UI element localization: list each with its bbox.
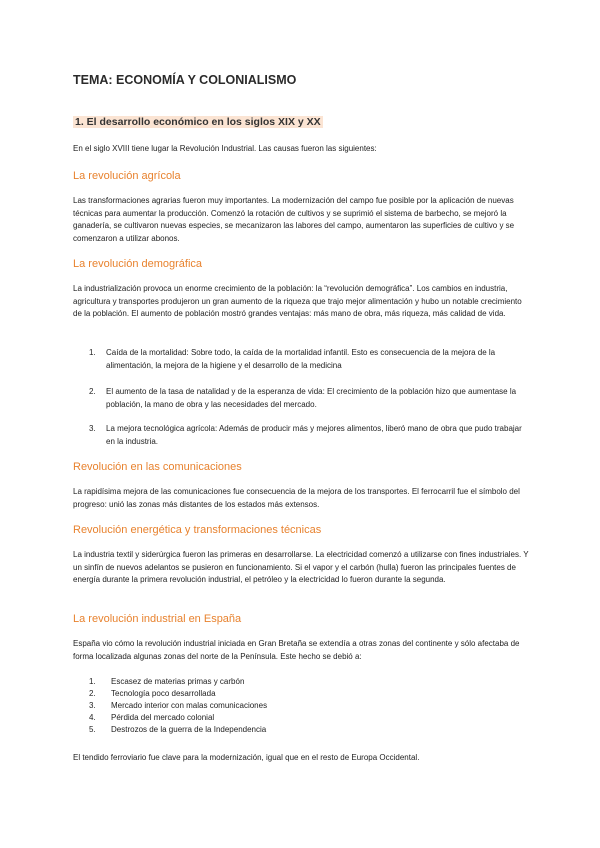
page-title: TEMA: ECONOMÍA Y COLONIALISMO [73, 73, 297, 87]
heading-revolucion-demografica: La revolución demográfica [73, 258, 203, 270]
paragraph-espana: España vio cómo la revolución industrial iniciada en Gran Bretaña se extendía a otras zonas del continente y sólo afectaba de forma localizada algunas zonas del norte de la Península. Este hecho se debió a: [73, 639, 520, 661]
list-item [89, 712, 529, 724]
list-number: 4. [89, 713, 96, 722]
paragraph-closing: El tendido ferroviario fue clave para la modernización, igual que en el resto de Europa Occidental. [73, 753, 420, 762]
list-item [89, 700, 529, 712]
list-text: El aumento de la tasa de natalidad y de la esperanza de vida: El crecimiento de la población hizo que aumentase la población, la mano de obra y las necesidades del mercado. [106, 387, 517, 409]
list-item [89, 724, 529, 736]
section-heading-desarrollo: 1. El desarrollo económico en los siglos XIX y XX [75, 116, 321, 128]
paragraph-agricola: Las transformaciones agrarias fueron muy importantes. La modernización del campo fue posible por la aplicación de nuevas técnicas para aumentar la producción. Comenzó la rotación de cultivos y se suprimió el sistema de barbecho, se mejoró la ganadería, se cultivaron nuevas especies, se mecanizaron las labores del campo, aumentaron las superficies de cultivo y se comenzaron a utilizar abonos. [73, 196, 515, 243]
list-item [89, 423, 529, 448]
heading-revolucion-agricola: La revolución agrícola [73, 170, 181, 182]
list-number: 1. [89, 348, 96, 357]
list-text: Destrozos de la guerra de la Independencia [111, 725, 267, 734]
list-number: 1. [89, 677, 96, 686]
list-text: Escasez de materias primas y carbón [111, 677, 245, 686]
heading-revolucion-comunicaciones: Revolución en las comunicaciones [73, 461, 242, 473]
list-item [89, 688, 529, 700]
list-number: 2. [89, 387, 96, 396]
list-number: 2. [89, 689, 96, 698]
list-number: 3. [89, 424, 96, 433]
list-text: Pérdida del mercado colonial [111, 713, 215, 722]
heading-revolucion-energetica: Revolución energética y transformaciones técnicas [73, 524, 322, 536]
paragraph-energetica: La industria textil y siderúrgica fueron las primeras en desarrollarse. La electricidad comenzó a utilizarse con fines industriales. Y un sinfín de nuevos adelantos se pusieron en funcionamiento. Si el vapor y el carbón (hulla) fueron las principales fuentes de energía durante la primera revolución industrial, el petróleo y la electricidad lo fueron durante la segunda. [73, 550, 529, 585]
list-item [89, 347, 529, 372]
list-item [89, 676, 529, 688]
list-number: 3. [89, 701, 96, 710]
list-item [89, 386, 529, 411]
paragraph-comunicaciones: La rapidísima mejora de las comunicaciones fue consecuencia de la mejora de los transportes. El ferrocarril fue el símbolo del progreso: unió las zonas más distantes de los estados más extensos. [73, 487, 520, 509]
heading-revolucion-espana: La revolución industrial en España [73, 613, 242, 625]
list-text: Mercado interior con malas comunicaciones [111, 701, 268, 710]
paragraph-demografica: La industrialización provoca un enorme crecimiento de la población: la “revolución demográfica”. Los cambios en industria, agricultura y transportes produjeron un gran aumento de la riqueza que trajo mejor alimentación y hubo un notable crecimiento de la población. El aumento de población mostró grandes ventajas: más mano de obra, más riqueza, más calidad de vida. [73, 284, 522, 319]
list-text: Caída de la mortalidad: Sobre todo, la caída de la mortalidad infantil. Esto es consecuencia de la mejora de la alimentación, la mejora de la higiene y el desarrollo de la medicina [106, 348, 496, 370]
list-text: La mejora tecnológica agrícola: Además de producir más y mejores alimentos, liberó mano de obra que pudo trabajar en la industria. [106, 424, 522, 446]
list-text: Tecnología poco desarrollada [111, 689, 216, 698]
list-number: 5. [89, 725, 96, 734]
section-intro: En el siglo XVIII tiene lugar la Revolución Industrial. Las causas fueron las siguientes: [73, 144, 377, 153]
